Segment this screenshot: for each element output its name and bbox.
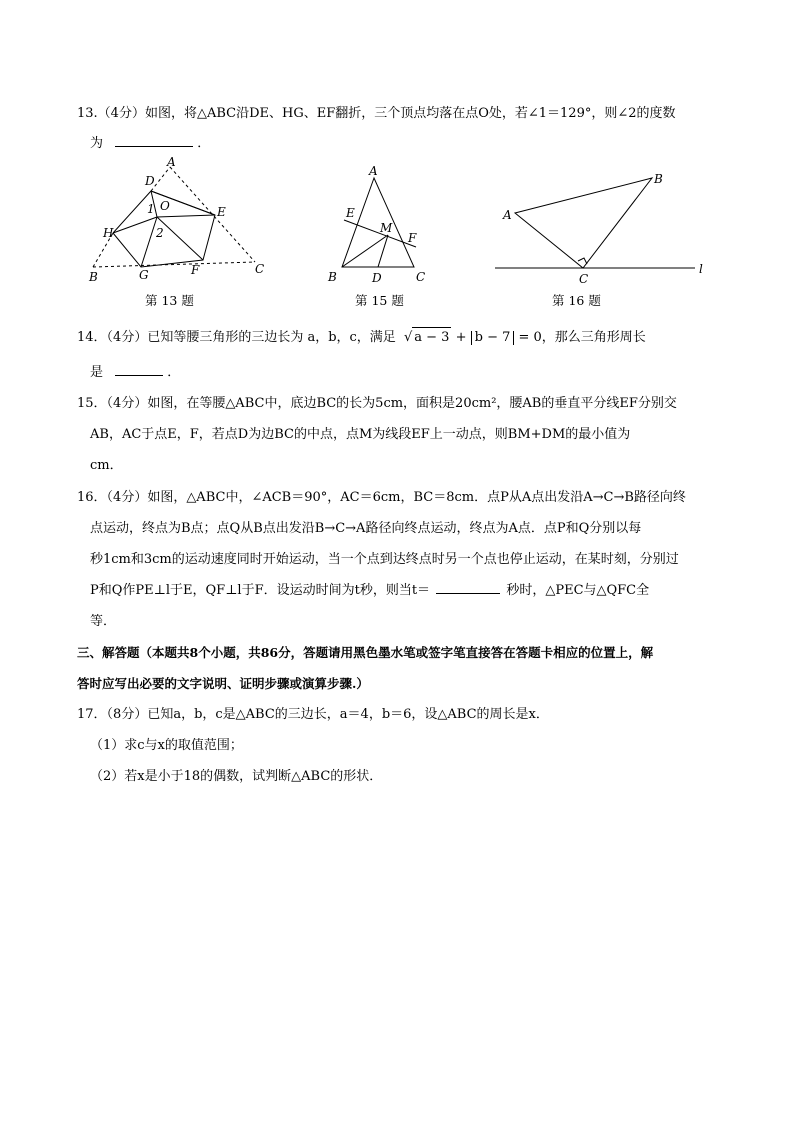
q14-line1	[77, 327, 717, 348]
q14-radicand: a − 3	[412, 327, 451, 348]
q13-answer-blank[interactable]	[115, 134, 193, 147]
fig13-label-H: H	[103, 226, 114, 240]
q14-line2-prefix: 是	[90, 365, 104, 380]
section3-heading-line1: 三、解答题（本题共8个小题，共86分，答题请用黑色墨水笔或签字笔直接答在答题卡相应的位置上，解	[77, 645, 654, 660]
fig13-label-D: D	[145, 174, 155, 188]
q13-line2-suffix: ．	[197, 136, 211, 151]
fig13-label-B: B	[89, 270, 98, 284]
fig15-label-E: E	[346, 206, 355, 220]
fig16-right-angle-mark	[578, 258, 587, 264]
figure-16	[495, 165, 715, 285]
fig15-label-D: D	[372, 271, 382, 285]
fig16-label-l: l	[699, 262, 703, 276]
fig15-label-B: B	[328, 270, 337, 284]
fig15-caption: 第 15 题	[355, 293, 404, 308]
q14-plus: +	[455, 330, 467, 345]
fig15-label-C: C	[416, 270, 426, 284]
q17-part2: （2）若x是小于18的偶数，试判断△ABC的形状．	[90, 769, 383, 784]
fig13-OG	[141, 217, 157, 267]
fig13-label-E: E	[217, 205, 226, 219]
q14-line2	[90, 363, 730, 383]
figure-13	[85, 155, 285, 290]
q13-line2	[90, 134, 730, 154]
q13-line1: 13.（4分）如图，将△ABC沿DE、HG、EF翻折，三个顶点均落在点O处，若∠1＝129°，则∠2的度数	[77, 106, 676, 121]
fig16-triangle-ABC	[515, 178, 652, 268]
q16-line4	[90, 581, 730, 601]
fig16-caption: 第 16 题	[552, 293, 601, 308]
q17-stem: 17．（8分）已知a，b，c是△ABC的三边长，a＝4，b＝6，设△ABC的周长是x．	[77, 707, 549, 722]
fig13-label-F: F	[191, 263, 200, 277]
fig13-label-1: 1	[147, 202, 155, 216]
fig15-triangle-ABC	[342, 178, 414, 267]
fig16-label-C: C	[579, 272, 589, 285]
q16-answer-blank[interactable]	[436, 581, 500, 594]
section3-heading-line2: 答时应写出必要的文字说明、证明步骤或演算步骤.）	[77, 676, 369, 691]
q17-part1: （1）求c与x的取值范围；	[90, 738, 243, 753]
fig13-label-G: G	[139, 268, 149, 282]
q14-answer-blank[interactable]	[115, 363, 163, 376]
fig15-label-A: A	[369, 164, 378, 178]
fig15-BM	[342, 235, 388, 267]
q15-line3: cm．	[90, 458, 123, 473]
q14-equals: = 0，那么三角形周长	[518, 330, 646, 345]
fig13-OE	[157, 215, 215, 217]
q16-line2: 点运动，终点为B点；点Q从B点出发沿B→C→A路径向终点运动，终点为A点．点P和Q分别以每	[90, 521, 642, 536]
q14-sqrt: √ a − 3	[404, 330, 451, 345]
q15-line2: AB，AC于点E，F，若点D为边BC的中点，点M为线段EF上一动点，则BM+DM的最小值为	[90, 427, 631, 442]
fig16-label-A: A	[503, 208, 512, 222]
fig13-label-C: C	[255, 262, 265, 276]
figure-15	[322, 160, 434, 290]
q14-prefix: 14．（4分）已知等腰三角形的三边长为 a，b，c，满足	[77, 330, 396, 345]
fig13-dash-BC	[93, 262, 255, 267]
fig13-label-O: O	[160, 199, 170, 213]
q16-line1: 16．（4分）如图，△ABC中，∠ACB＝90°，AC＝6cm，BC＝8cm．点P从A点出发沿A→C→B路径向终	[77, 490, 686, 505]
q14-line2-suffix: ．	[167, 365, 181, 380]
q16-line5: 等．	[90, 614, 117, 629]
fig13-OF	[157, 217, 203, 260]
fig13-label-A: A	[167, 155, 176, 169]
q16-line4-suffix: 秒时，△PEC与△QFC全	[506, 583, 650, 598]
q16-line3: 秒1cm和3cm的运动速度同时开始运动，当一个点到达终点时另一个点也停止运动，在某时刻，分别过	[90, 552, 679, 567]
fig15-label-F: F	[408, 231, 417, 245]
fig16-label-B: B	[654, 172, 663, 186]
fig13-caption: 第 13 题	[145, 293, 194, 308]
fig15-DM	[378, 235, 388, 267]
q15-line1: 15．（4分）如图，在等腰△ABC中，底边BC的长为5cm，面积是20cm²，腰AB的垂直平分线EF分别交	[77, 396, 677, 411]
fig15-label-M: M	[380, 221, 393, 235]
q13-line2-prefix: 为	[90, 136, 104, 151]
q14-abs: b − 7	[471, 331, 515, 345]
fig13-label-2: 2	[156, 226, 164, 240]
q16-line4-prefix: P和Q作PE⊥l于E，QF⊥l于F．设运动时间为t秒，则当t＝	[90, 583, 431, 598]
